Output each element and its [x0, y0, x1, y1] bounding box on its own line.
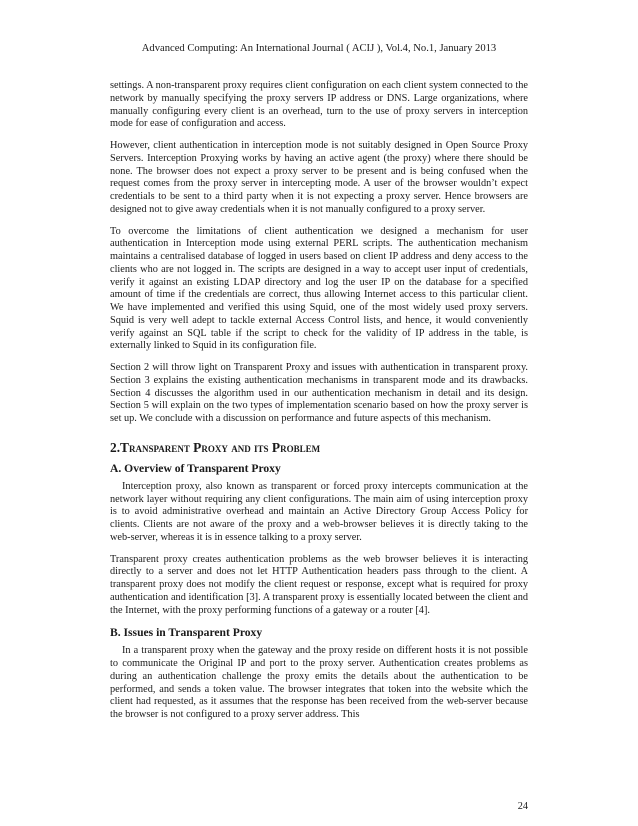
section-number: 2.: [110, 439, 121, 455]
section-title-text: Transparent Proxy and its Problem: [120, 439, 321, 455]
paragraph: settings. A non-transparent proxy requires client configuration on each client system connected to the network by manually specifying the proxy servers IP address or DNS. Large organizations, where manually configuring every client is an overhead, turn to the use of proxy servers in interception mode for ease of configuration and access.: [110, 80, 528, 130]
section-heading: [110, 440, 528, 456]
paragraph: Transparent proxy creates authentication problems as the web browser believes it is interacting directly to a server and does not let HTTP Authentication headers pass through to the client. A transparent proxy does not modify the client request or response, except what is required for proxy authentication and identification [3]. A transparent proxy is essentially located between the client and the Internet, with the proxy performing functions of a gateway or a router [4].: [110, 553, 528, 616]
subsection-heading: B. Issues in Transparent Proxy: [110, 626, 263, 640]
paragraph: In a transparent proxy when the gateway and the proxy reside on different hosts it is not possible to communicate the Original IP and port to the proxy server. Authentication creates problems as during an authentication challenge the proxy emits the details about the authentication to be performed, and sends a token value. The browser integrates that token into the website which the client had requested, as it assumes that the response has been received from the web-server because the browser is not configured to a proxy server address. This: [110, 645, 528, 720]
page-body: [110, 80, 528, 722]
paragraph: To overcome the limitations of client authentication we designed a mechanism for user authentication in Interception mode using external PERL scripts. The authentication mechanism maintains a centralised database of logged in users based on client IP address and deny access to the clients who are not logged in. The scripts are designed in a way to accept user input of credentials, verify it against an existing LDAP directory and log the user IP on the database for a specified amount of time if the credentials are correct, thus allowing Internet access to this particular client. We have implemented and verified this using Squid, one of the most widely used proxy servers. Squid is very well adept to tackle external Access Control lists, and hence, it would conveniently verify against an SQL table if the script to check for the validity of IP address in the table, is externally linked to Squid in its configuration file.: [110, 225, 528, 352]
paragraph: However, client authentication in interception mode is not suitably designed in Open Source Proxy Servers. Interception Proxying works by having an active agent (the proxy) where there should be none. The browser does not expect a proxy server to be present and is being confused when the request comes from the proxy server in intercepting mode. A user of the browser wouldn’t expect credentials to be sent to a third party when it is not expecting a proxy server. Hence browsers are designed not to give away credentials when it is not manually configured to a proxy server.: [110, 140, 528, 215]
page-number: 24: [517, 801, 528, 812]
paragraph: Section 2 will throw light on Transparent Proxy and issues with authentication in transparent proxy. Section 3 explains the existing authentication mechanisms in transparent mode and its drawbacks. Section 4 discusses the algorithm used in our authentication mechanism in detail and its design. Section 5 will explain on the two types of implementation scenario based on how the proxy server is set up. We conclude with a discussion on performance and future aspects of this mechanism.: [110, 362, 528, 424]
paragraph: Interception proxy, also known as transparent or forced proxy intercepts communication at the network layer without requiring any client configurations. The main aim of using interception proxy is to avoid administrative overhead and maintain an Active Directory Group Access Policy for clients. Clients are not aware of the proxy and a web-browser believes it is directly taking to the web-server, whereas it is in essence talking to a proxy server.: [110, 480, 528, 543]
subsection-heading: A. Overview of Transparent Proxy: [110, 461, 281, 475]
running-header: Advanced Computing: An International Journal ( ACIJ ), Vol.4, No.1, January 2013: [141, 43, 497, 54]
